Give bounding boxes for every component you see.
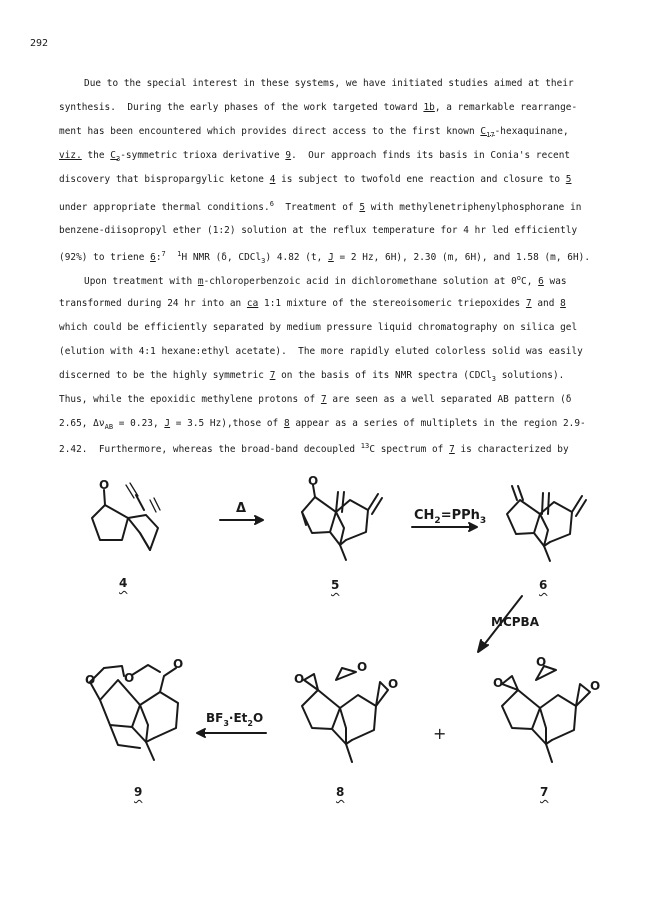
text: appear as a series of multiplets in the region 2.9- <box>289 418 586 429</box>
arrow-label-wittig <box>414 508 486 526</box>
text: Upon treatment with <box>84 276 198 288</box>
text: =PPh <box>440 508 480 523</box>
atom-label: O <box>388 677 399 691</box>
structure-4 <box>92 483 160 550</box>
text: ca <box>246 298 259 309</box>
text: C spectrum of <box>369 444 450 456</box>
text: = 0.23, <box>113 418 165 429</box>
subscript: 3 <box>491 374 497 383</box>
text: -hexaquinane, <box>494 126 569 137</box>
subscript: 3 <box>261 257 266 265</box>
plus-sign: + <box>433 724 447 743</box>
text: J <box>328 252 334 264</box>
superscript: 1 <box>177 250 182 258</box>
text: CH <box>414 508 435 523</box>
subscript: AB <box>104 422 114 431</box>
atom-label: O <box>294 672 305 686</box>
atom-label: O <box>357 660 368 674</box>
text: Due to the special interest in these systems, we have initiated studies aimed at their <box>84 78 574 89</box>
text: m <box>197 276 204 288</box>
atom-label: O <box>85 673 96 687</box>
compound-ref: 7 <box>449 444 455 456</box>
subscript: 17 <box>486 130 495 139</box>
page-number: 292 <box>30 38 49 49</box>
structure-6 <box>507 486 586 561</box>
text: are seen as a well separated AB pattern (δ <box>326 394 572 405</box>
text: H NMR (δ, CDCl <box>181 252 262 264</box>
compound-label-5: 5 <box>331 578 340 592</box>
text: 2.65, Δν <box>59 418 105 429</box>
atom-label: O <box>493 676 504 690</box>
compound-ref: 6 <box>538 276 544 288</box>
compound-label-7: 7 <box>540 785 549 799</box>
text: ) 4.82 (t, <box>265 252 329 264</box>
text: O <box>253 711 264 725</box>
text: C <box>480 126 487 137</box>
text: Thus, while the epoxidic methylene protons of <box>59 394 321 405</box>
text: is subject to twofold ene reaction and closure to <box>275 174 566 185</box>
subscript: 3 <box>115 154 121 163</box>
atom-label: O <box>590 679 601 693</box>
compound-ref: 1b <box>423 102 435 113</box>
subscript: 2 <box>434 516 441 526</box>
text: viz. <box>59 150 82 161</box>
subscript: 3 <box>223 719 229 728</box>
text: . Our approach finds its basis in Conia's recent <box>291 150 571 161</box>
compound-ref: 8 <box>283 418 290 429</box>
text: is characterized by <box>454 444 569 456</box>
text: and <box>531 298 561 309</box>
reference-superscript: 7 <box>161 250 166 258</box>
arrow-label-heat: Δ <box>236 501 247 516</box>
atom-label: O <box>124 671 135 685</box>
compound-label-8: 8 <box>336 785 345 799</box>
text: Treatment of <box>273 202 360 214</box>
atom-label: O <box>173 657 184 671</box>
compound-ref: 7 <box>320 394 327 405</box>
text: BF <box>206 711 224 725</box>
text: 2.42. Furthermore, whereas the broad-band decoupled <box>59 444 361 456</box>
text: the <box>81 150 111 161</box>
text: on the basis of its NMR spectra (CDCl <box>275 370 492 381</box>
text: was <box>543 276 567 288</box>
text: under appropriate thermal conditions. <box>59 202 270 214</box>
arrow-label-bf3 <box>206 711 263 728</box>
text: ·Et <box>228 711 248 725</box>
atom-label: O <box>536 655 547 669</box>
compound-ref: 9 <box>285 150 292 161</box>
superscript: o <box>516 274 522 282</box>
subscript: 3 <box>479 516 487 526</box>
atom-label: O <box>308 474 319 488</box>
text: J <box>164 418 171 429</box>
subscript: 2 <box>247 719 253 728</box>
text: which could be efficiently separated by medium pressure liquid chromatography on silica gel <box>59 322 578 333</box>
structure-7 <box>502 666 590 762</box>
compound-label-4: 4 <box>119 576 128 590</box>
compound-ref: 7 <box>269 370 276 381</box>
text: -symmetric trioxa derivative <box>120 150 286 161</box>
text: = 3.5 Hz),those of <box>170 418 284 429</box>
compound-ref: 5 <box>359 202 366 214</box>
structure-5 <box>302 485 382 560</box>
text: (92%) to triene <box>59 252 151 264</box>
text: solutions). <box>496 370 565 381</box>
text: benzene-diisopropyl ether (1:2) solution at the reflux temperature for 4 hr led efficiently <box>59 225 578 236</box>
compound-ref: 5 <box>565 174 572 185</box>
text: (elution with 4:1 hexane:ethyl acetate). The more rapidly eluted colorless solid was easily <box>59 346 583 357</box>
text: C <box>110 150 116 161</box>
text: discerned to be the highly symmetric <box>59 370 270 381</box>
text: C, <box>521 276 539 288</box>
compound-ref: 8 <box>560 298 566 309</box>
text: synthesis. During the early phases of the work targeted toward <box>59 102 424 113</box>
text: = 2 Hz, 6H), 2.30 (m, 6H), and 1.58 (m, 6H). <box>333 252 591 264</box>
text: : <box>155 252 162 264</box>
compound-label-6: 6 <box>539 578 548 592</box>
text: discovery that bispropargylic ketone <box>59 174 270 185</box>
text: -chloroperbenzoic acid in dichloromethane solution at 0 <box>203 276 517 288</box>
compound-ref: 4 <box>269 174 276 185</box>
text: with methylenetriphenylphosphorane in <box>365 202 582 214</box>
compound-ref: 6 <box>150 252 156 264</box>
superscript: 13 <box>360 442 370 450</box>
text: , a remarkable rearrange- <box>434 102 578 113</box>
text: ment has been encountered which provides direct access to the first known <box>59 126 481 137</box>
atom-label: O <box>99 478 110 492</box>
compound-label-9: 9 <box>134 785 143 799</box>
text: transformed during 24 hr into an <box>59 298 247 309</box>
reference-superscript: 6 <box>269 200 274 208</box>
compound-ref: 7 <box>525 298 532 309</box>
structure-8 <box>302 668 388 762</box>
arrow-label-mcpba: MCPBA <box>491 615 539 629</box>
text: 1:1 mixture of the stereoisomeric triepoxides <box>258 298 526 309</box>
